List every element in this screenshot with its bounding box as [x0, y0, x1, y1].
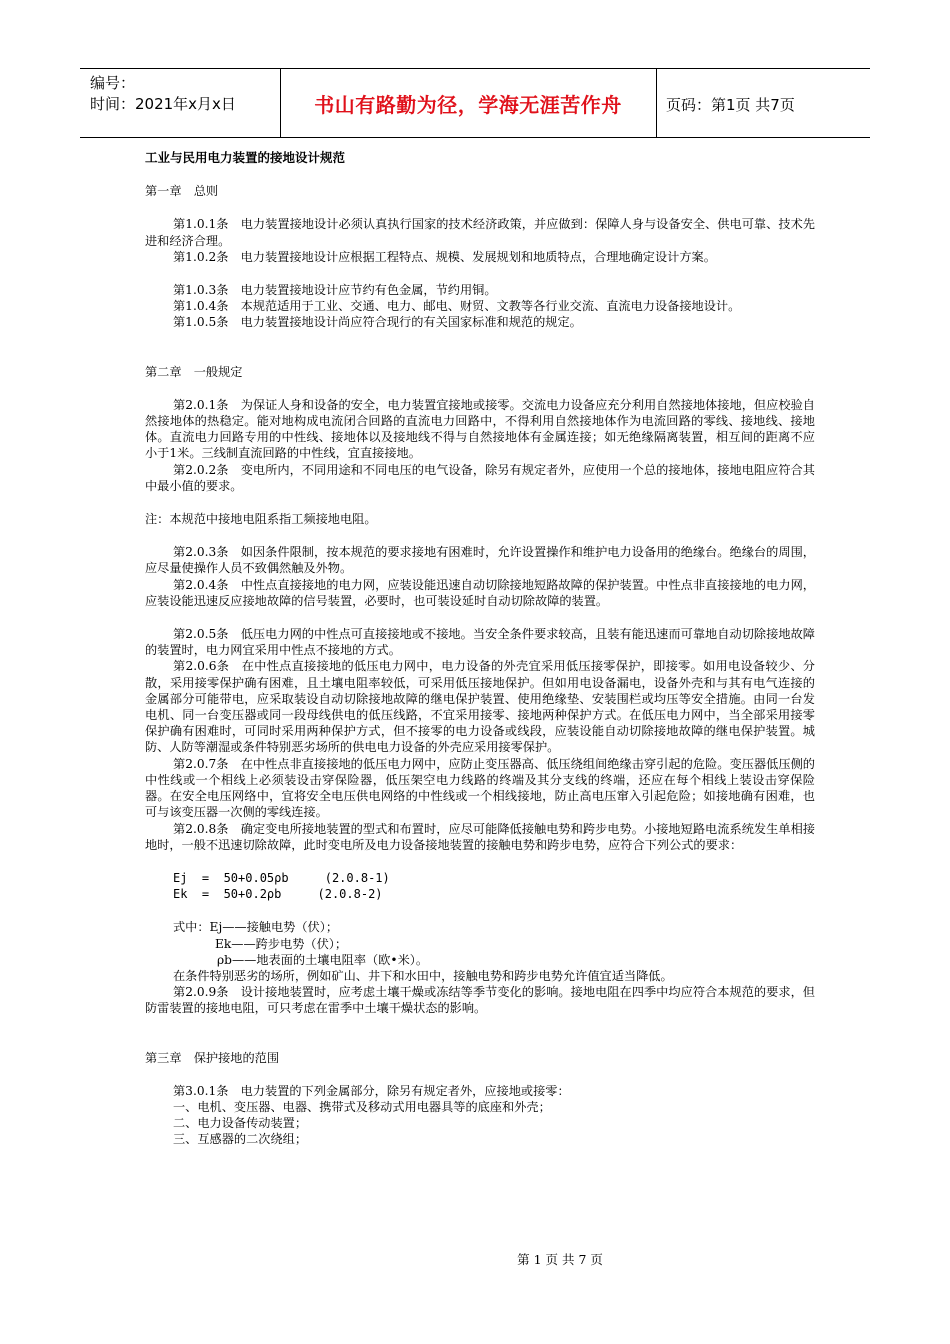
article: 第2.0.9条 设计接地装置时，应考虑土壤干燥或冻结等季节变化的影响。接地电阻在四季中均应符合本规范的要求，但防雷装置的接地电阻，可只考虑在雷季中土壤干燥状态的影响。 [145, 985, 815, 1016]
document-body [145, 150, 815, 1148]
paragraph: 在条件特别恶劣的场所，例如矿山、井下和水田中，接触电势和跨步电势允许值宜适当降低。 [173, 968, 673, 983]
page-footer: 第 1 页 共 7 页 [517, 1252, 603, 1267]
article: 第2.0.2条 变电所内，不同用途和不同电压的电气设备，除另有规定者外，应使用一个总的接地体，接地电阻应符合其中最小值的要求。 [145, 462, 815, 493]
formula: Ej = 50+0.05ρb (2.0.8-1) [173, 870, 390, 885]
formula-legend: ρb——地表面的土壤电阻率（欧•米）。 [217, 952, 429, 967]
article: 第1.0.3条 电力装置接地设计应节约有色金属，节约用铜。 [173, 283, 497, 298]
list-item: 二、电力设备传动装置； [173, 1116, 308, 1131]
article: 第2.0.7条 在中性点非直接接地的低压电力网中，应防止变压器高、低压绕组间绝缘击穿引起的危险。变压器低压侧的中性线或一个相线上必须装设击穿保险器，低压架空电力线路的终端及其分支线的终端，还应在每个相线上装设击穿保险器。在安全电压网络中，宜将安全电压供电网络的中性线或一个相线接地，防止高电压窜入引起危险；如接地确有困难，也可与该变压器一次侧的零线连接。 [145, 756, 815, 820]
date-label: 时间：2021年x月x日 [90, 95, 236, 113]
formula-legend: Ek——跨步电势（伏）； [215, 936, 348, 951]
chapter-heading: 第三章 保护接地的范围 [145, 1050, 280, 1065]
chapter-heading: 第一章 总则 [145, 184, 219, 199]
article: 第1.0.5条 电力装置接地设计尚应符合现行的有关国家标准和规范的规定。 [173, 315, 582, 330]
list-item: 一、电机、变压器、电器、携带式及移动式用电器具等的底座和外壳； [173, 1099, 551, 1114]
header-motto: 书山有路勤为径，学海无涯苦作舟 [314, 93, 622, 117]
article: 第2.0.5条 低压电力网的中性点可直接接地或不接地。当安全条件要求较高，且装有能迅速而可靠地自动切除接地故障的装置时，电力网宜采用中性点不接地的方式。 [145, 627, 815, 658]
document-title: 工业与民用电力装置的接地设计规范 [145, 150, 346, 165]
article: 第2.0.8条 确定变电所接地装置的型式和布置时，应尽可能降低接触电势和跨步电势。小接地短路电流系统发生单相接地时，一般不迅速切除故障，此时变电所及电力设备接地装置的接触电势和跨步电势，应符合下列公式的要求： [145, 821, 815, 852]
formula-legend: 式中：Ej——接触电势（伏）； [173, 920, 339, 935]
article: 第2.0.1条 为保证人身和设备的安全，电力装置宜接地或接零。交流电力设备应充分利用自然接地体接地，但应校验自然接地体的热稳定。能对地构成电流闭合回路的直流电力回路中，不得利用自然接地体作为电流回路的零线、接地线、接地体。直流电力回路专用的中性线、接地体以及接地线不得与自然接地体有金属连接；如无绝缘隔离装置，相互间的距离不应小于1米。三线制直流回路的中性线，宜直接接地。 [145, 397, 815, 461]
header-divider [656, 69, 657, 137]
header-page-number: 页码：第1页 共7页 [666, 96, 795, 114]
article: 第2.0.6条 在中性点直接接地的低压电力网中，电力设备的外壳宜采用低压接零保护，即接零。如用电设备较少、分散，采用接零保护确有困难，且土壤电阻率较低，可采用低压接地保护。但如用电设备漏电，设备外壳和与其有电气连接的金属部分可能带电，应采取装设自动切除接地故障的继电保护装置、使用绝缘垫、安装围栏或均压等安全措施。由同一台发电机、同一台变压器或同一段母线供电的低压线路，不宜采用接零、接地两种保护方式。在低压电力网中，当全部采用接零保护确有困难时，可同时采用两种保护方式，但不接零的电力设备或线段，应装设能自动切除接地故障的继电保护装置。城防、人防等潮湿或条件特别恶劣场所的供电电力设备的外壳应采用接零保护。 [145, 659, 815, 755]
header-meta [90, 73, 280, 115]
formula: Ek = 50+0.2ρb (2.0.8-2) [173, 887, 383, 902]
article: 第2.0.4条 中性点直接接地的电力网，应装设能迅速自动切除接地短路故障的保护装置。中性点非直接接地的电力网，应装设能迅速反应接地故障的信号装置，必要时，也可装设延时自动切除故障的装置。 [145, 577, 815, 608]
header-table [80, 68, 870, 138]
note: 注：本规范中接地电阻系指工频接地电阻。 [145, 512, 377, 527]
article: 第3.0.1条 电力装置的下列金属部分，除另有规定者外，应接地或接零： [173, 1083, 570, 1098]
article: 第1.0.1条 电力装置接地设计必须认真执行国家的技术经济政策，并应做到：保障人身与设备安全、供电可靠、技术先进和经济合理。 [145, 217, 815, 248]
article: 第1.0.4条 本规范适用于工业、交通、电力、邮电、财贸、文教等各行业交流、直流电力设备接地设计。 [173, 299, 741, 314]
article: 第1.0.2条 电力装置接地设计应根据工程特点、规模、发展规划和地质特点，合理地确定设计方案。 [173, 249, 716, 264]
list-item: 三、互感器的二次绕组； [173, 1132, 308, 1147]
article: 第2.0.3条 如因条件限制，按本规范的要求接地有困难时，允许设置操作和维护电力设备用的绝缘台。绝缘台的周围，应尽量使操作人员不致偶然触及外物。 [145, 545, 815, 576]
chapter-heading: 第二章 一般规定 [145, 364, 243, 379]
number-label: 编号： [90, 74, 136, 92]
